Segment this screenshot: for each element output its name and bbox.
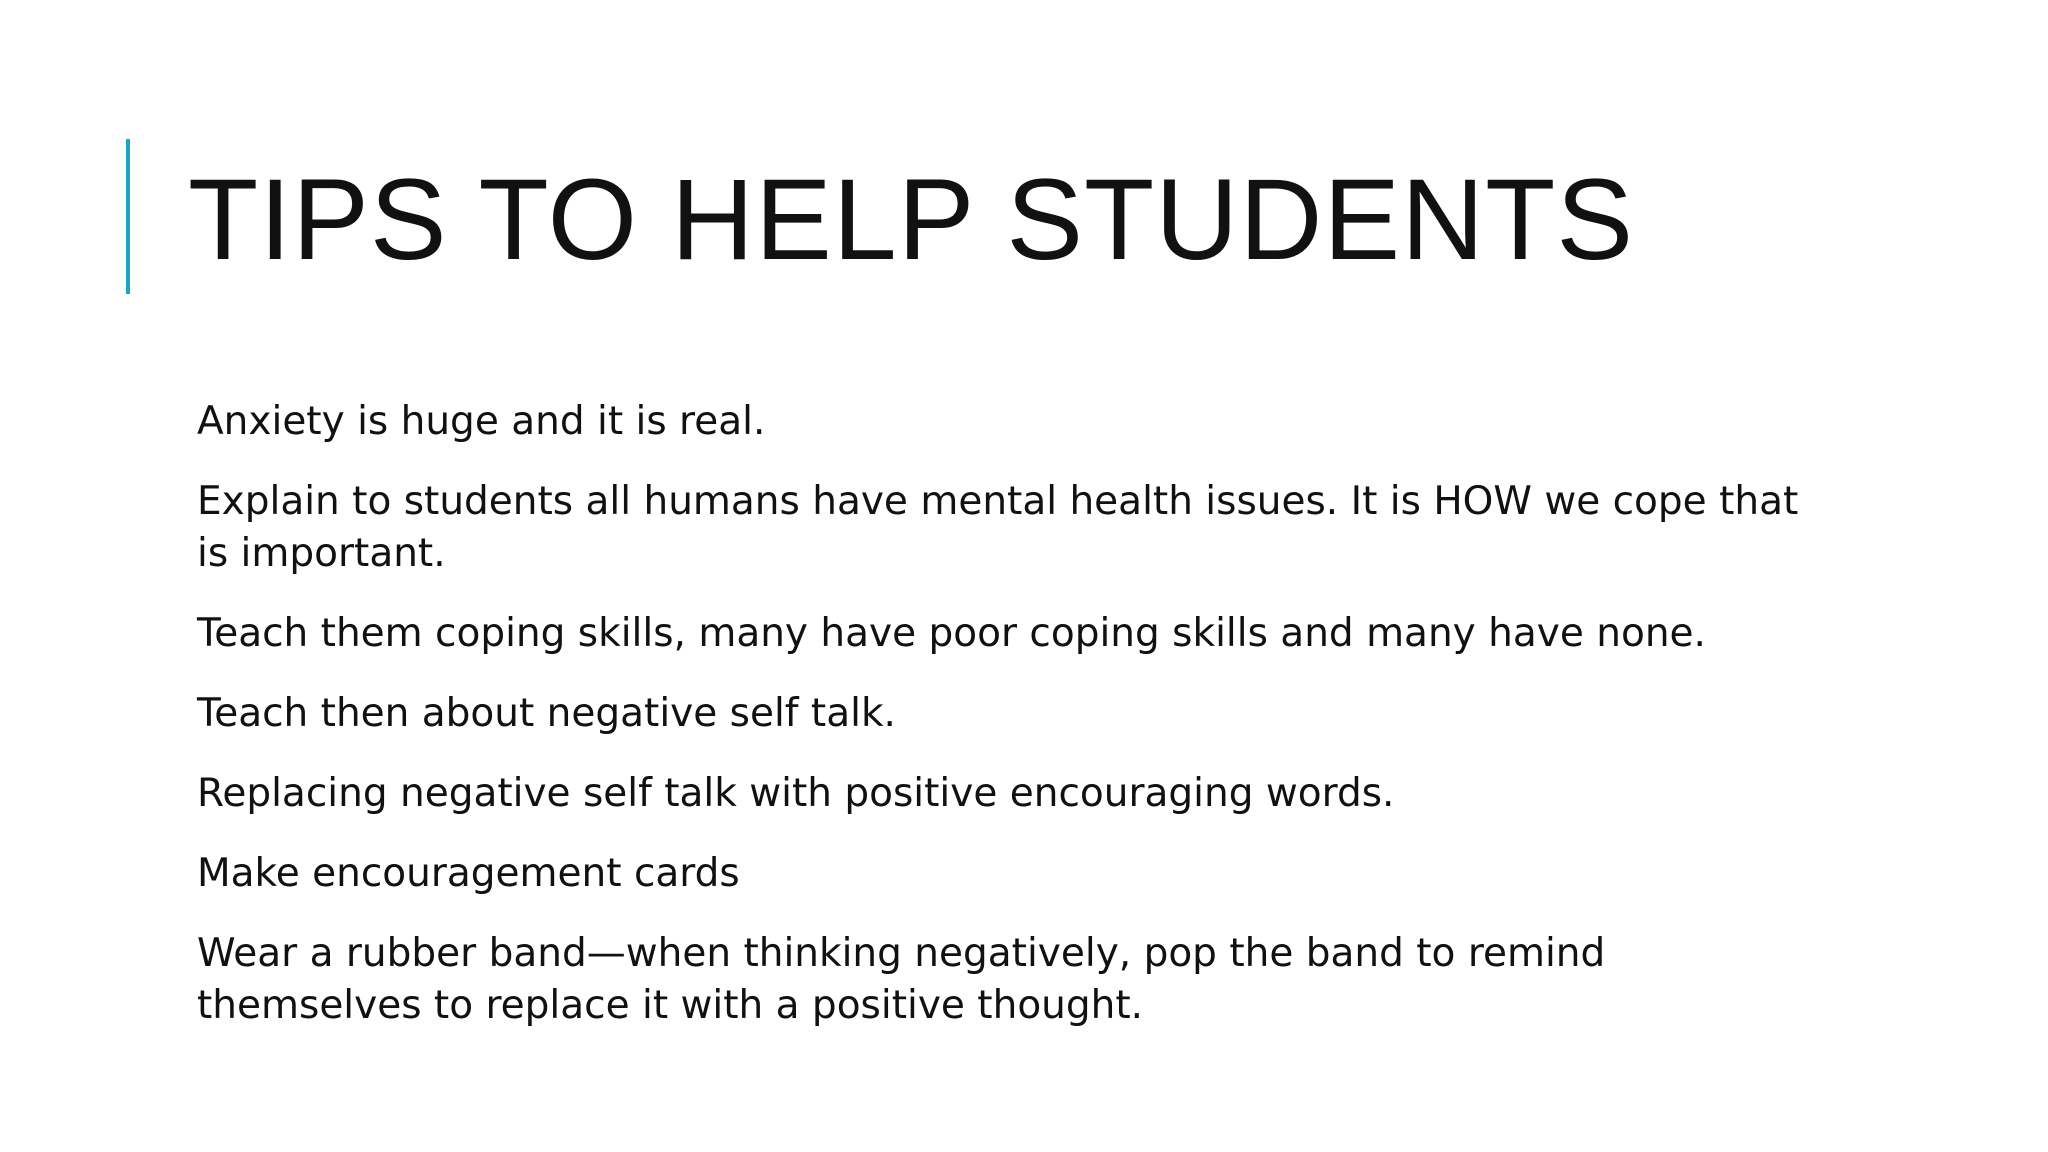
bullet-item: Make encouragement cards <box>197 851 740 896</box>
bullet-item: Explain to students all humans have mental health issues. It is HOW we cope that is important. <box>197 479 1799 576</box>
slide-title: TIPS TO HELP STUDENTS <box>188 156 1635 284</box>
bullet-item: Teach then about negative self talk. <box>197 691 896 736</box>
bullet-item: Replacing negative self talk with positive encouraging words. <box>197 771 1395 816</box>
bullet-item: Teach them coping skills, many have poor coping skills and many have none. <box>197 611 1706 656</box>
bullet-list <box>197 396 1837 1060</box>
bullet-item: Anxiety is huge and it is real. <box>197 399 766 444</box>
bullet-item: Wear a rubber band—when thinking negatively, pop the band to remind themselves to replace it with a positive thought. <box>197 931 1606 1028</box>
title-accent-bar <box>126 139 130 294</box>
